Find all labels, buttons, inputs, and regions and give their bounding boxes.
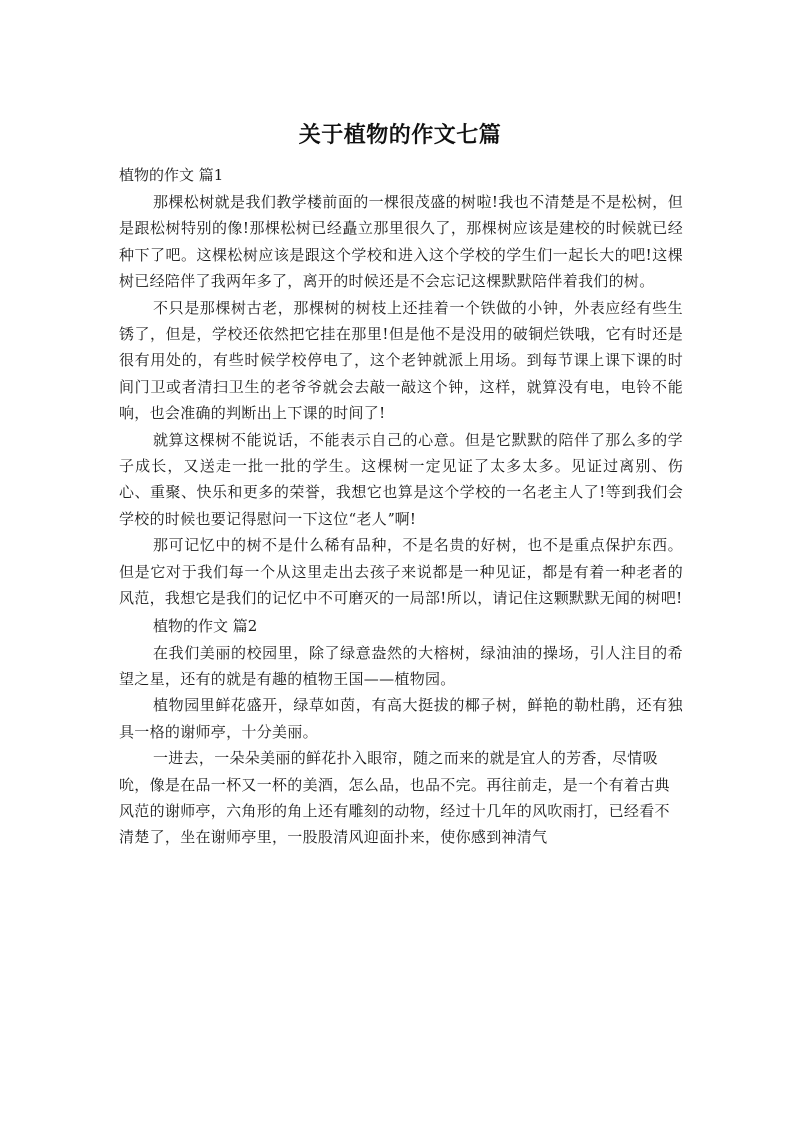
document-body <box>119 161 683 851</box>
section-heading-2: 植物的作文 篇2 <box>153 616 258 635</box>
paragraph: 一进去，一朵朵美丽的鲜花扑入眼帘，随之而来的就是宜人的芳香，尽情吸吮，像是在品一杯又一杯的美酒，怎么品，也品不完。再往前走，是一个有着古典风范的谢师亭，六角形的角上还有雕刻的动物，经过十几年的风吹雨打，已经看不清楚了，坐在谢师亭里，一股股清风迎面扑来，使你感到神清气 <box>119 749 670 847</box>
document-title: 关于植物的作文七篇 <box>298 123 502 148</box>
paragraph: 在我们美丽的校园里，除了绿意盎然的大榕树，绿油油的操场，引人注目的希望之星，还有的就是有趣的植物王国——植物园。 <box>119 643 683 688</box>
paragraph: 植物园里鲜花盛开，绿草如茵，有高大挺拔的椰子树，鲜艳的勒杜鹃，还有独具一格的谢师亭，十分美丽。 <box>119 696 683 741</box>
paragraph: 就算这棵树不能说话，不能表示自己的心意。但是它默默的陪伴了那么多的学子成长，又送走一批一批的学生。这棵树一定见证了太多太多。见证过离别、伤心、重聚、快乐和更多的荣誉，我想它也算是这个学校的一名老主人了!等到我们会学校的时候也要记得慰问一下这位“老人ˮ啊! <box>119 430 683 528</box>
paragraph: 不只是那棵树古老，那棵树的树枝上还挂着一个铁做的小钟，外表应经有些生锈了，但是，学校还依然把它挂在那里!但是他不是没用的破铜烂铁哦，它有时还是很有用处的，有些时候学校停电了，这个老钟就派上用场。到每节课上课下课的时间门卫或者清扫卫生的老爷爷就会去敲一敲这个钟，这样，就算没有电，电铃不能响，也会准确的判断出上下课的时间了! <box>119 298 683 423</box>
section-heading-1: 植物的作文 篇1 <box>119 166 224 184</box>
paragraph: 那棵松树就是我们教学楼前面的一棵很茂盛的树啦!我也不清楚是不是松树，但是跟松树特别的像!那棵松树已经矗立那里很久了，那棵树应该是建校的时候就已经种下了吧。这棵松树应该是跟这个学校和进入这个学校的学生们一起长大的吧!这棵树已经陪伴了我两年多了，离开的时候还是不会忘记这棵默默陪伴着我们的树。 <box>119 193 683 291</box>
paragraph: 那可记忆中的树不是什么稀有品种，不是名贵的好树，也不是重点保护东西。但是它对于我们每一个从这里走出去孩子来说都是一种见证，都是有着一种老者的风范，我想它是我们的记忆中不可磨灭的一局部!所以，请记住这颗默默无闻的树吧! <box>119 536 683 608</box>
